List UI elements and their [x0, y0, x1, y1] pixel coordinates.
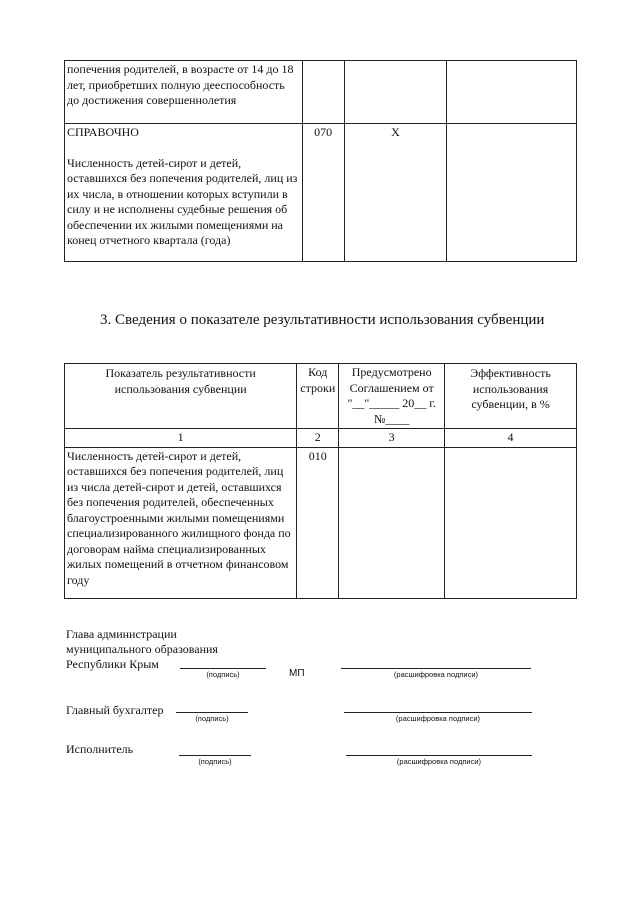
head-decode-caption: (расшифровка подписи)	[393, 670, 479, 679]
table-row	[65, 447, 577, 598]
header-code: Код строки	[297, 364, 339, 429]
ref-code: 070	[314, 125, 333, 139]
number-cell: 2	[297, 429, 339, 448]
cell-planned	[344, 61, 447, 124]
accountant-label: Главный бухгалтер	[66, 703, 164, 717]
accountant-decode-caption: (расшифровка подписи)	[395, 714, 481, 723]
ref-mark: X	[391, 125, 400, 139]
table-row	[65, 124, 577, 262]
table-continuation	[64, 60, 577, 262]
table-effectiveness	[64, 363, 577, 599]
cell-code	[302, 61, 344, 124]
cell-indicator	[65, 447, 297, 598]
row-code: 010	[308, 448, 327, 463]
executor-sign-line	[179, 755, 251, 756]
header-indicator: Показатель результативности использования субвенции	[65, 364, 297, 429]
accountant-sign-caption: (подпись)	[195, 714, 229, 723]
row-cont-text: попечения родителей, в возрасте от 14 до 18 лет, приобретших полную дееспособность до достижения совершеннолетия	[67, 62, 294, 107]
head-decode-line	[341, 668, 531, 669]
row-text: Численность детей-сирот и детей, оставшихся без попечения родителей, лиц из числа детей-сирот и детей, оставшихся без попечения родителей, обеспеченных благоустроенными жилыми помещениями специализированного жилищного фонда по договорам найма специализированных жилых помещений в отчетном финансовом году	[67, 448, 291, 587]
head-sign-line	[180, 668, 266, 669]
cell-efficiency	[447, 124, 577, 262]
number-cell: 4	[445, 429, 577, 448]
head-sign-caption: (подпись)	[206, 670, 240, 679]
number-cell: 1	[65, 429, 297, 448]
ref-title: СПРАВОЧНО	[67, 125, 139, 139]
executor-decode-line	[346, 755, 532, 756]
accountant-decode-line	[344, 712, 532, 713]
head-label: Глава администрации муниципального образования Республики Крым	[66, 627, 218, 671]
executor-decode-caption: (расшифровка подписи)	[396, 757, 482, 766]
number-cell: 3	[339, 429, 445, 448]
header-efficiency: Эффективность использования субвенции, в %	[445, 364, 577, 429]
table-header-row	[65, 364, 577, 429]
cell-code	[302, 124, 344, 262]
table-row	[65, 61, 577, 124]
header-planned: Предусмотрено Соглашением от "__"_____ 20__ г. №____	[339, 364, 445, 429]
cell-planned	[339, 447, 445, 598]
ref-text: Численность детей-сирот и детей, оставшихся без попечения родителей, лиц из их числа, в отношении которых вступили в силу и не исполнены судебные решения об обеспечении их жилыми помещениями на конец отчетного квартала (года)	[67, 155, 298, 247]
cell-indicator	[65, 124, 303, 262]
cell-efficiency	[447, 61, 577, 124]
accountant-sign-line	[176, 712, 248, 713]
executor-label: Исполнитель	[66, 742, 134, 756]
cell-indicator	[65, 61, 303, 124]
executor-sign-caption: (подпись)	[198, 757, 232, 766]
cell-code	[297, 447, 339, 598]
table-number-row	[65, 429, 577, 448]
section-heading: 3. Сведения о показателе результативности использования субвенции	[100, 312, 545, 328]
cell-efficiency	[445, 447, 577, 598]
stamp-label: МП	[289, 668, 305, 679]
cell-planned	[344, 124, 447, 262]
